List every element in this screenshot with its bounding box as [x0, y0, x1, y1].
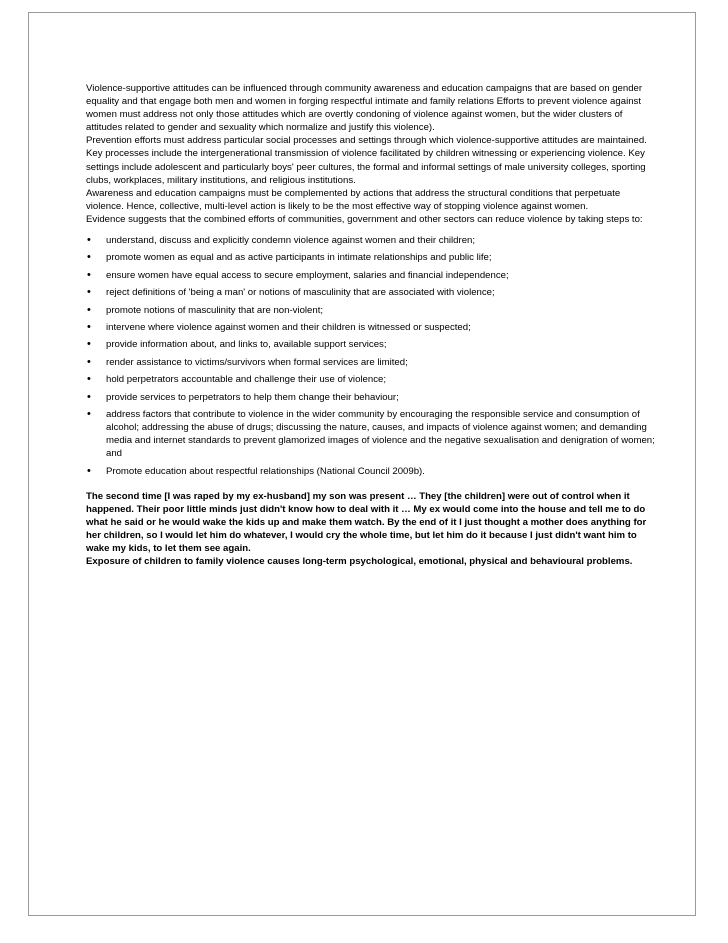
list-item — [86, 391, 658, 404]
list-item — [86, 373, 658, 386]
list-item — [86, 356, 658, 369]
intro-paragraph: Awareness and education campaigns must be complemented by actions that address the structural conditions that perpetuate violence. Hence, collective, multi-level action is likely to be the most effective way of stopping violence against women. — [86, 187, 621, 212]
testimony-quote: The second time [I was raped by my ex-husband] my son was present … They [the children] were out of control when it happened. Their poor little minds just didn't know how to deal with it … My ex would come into the house and tell me to do what he said or he would wake the kids up and make them watch. By the end of it I just thought a mother does anything for her children, so I would let him do whatever, I would cry the whole time, but let him do it because I just didn't want him to wake my kids, to let them see again. — [86, 490, 647, 555]
intro-paragraph: Violence-supportive attitudes can be influenced through community awareness and education campaigns that are based on gender equality and that engage both men and women in forging respectful intimate and family relations Efforts to prevent violence against women must address not only those attitudes which are overtly condoning of violence against women, but the wider clusters of attitudes related to gender and sexuality which normalize and justify this violence). — [86, 83, 643, 134]
list-item-text: reject definitions of 'being a man' or notions of masculinity that are associated with violence; — [106, 287, 495, 299]
list-item — [86, 321, 658, 334]
list-item-text: intervene where violence against women and their children is witnessed or suspected; — [106, 321, 471, 333]
bullet-icon: • — [87, 320, 91, 333]
list-item-text: address factors that contribute to violence in the wider community by encouraging the responsible service and consumption of alcohol; addressing the abuse of drugs; discussing the nature, causes, and impacts of violence against women; and demanding media and internet standards to prevent glamorized images of violence and the negative sexualisation and denigration of women; and — [106, 408, 655, 460]
bullet-icon: • — [87, 303, 91, 316]
bullet-icon: • — [87, 286, 91, 299]
list-item-text: hold perpetrators accountable and challenge their use of violence; — [106, 374, 387, 386]
bullet-icon: • — [87, 355, 91, 368]
document-body — [86, 82, 658, 568]
list-item-text: ensure women have equal access to secure employment, salaries and financial independence; — [106, 269, 509, 281]
list-item-text: provide services to perpetrators to help them change their behaviour; — [106, 391, 399, 403]
bullet-icon: • — [87, 464, 91, 477]
list-item — [86, 251, 658, 264]
list-item-text: promote women as equal and as active participants in intimate relationships and public life; — [106, 252, 492, 264]
list-item — [86, 286, 658, 299]
list-item — [86, 408, 658, 460]
list-item — [86, 269, 658, 282]
list-item — [86, 234, 658, 247]
testimony-block — [86, 490, 658, 569]
list-item — [86, 304, 658, 317]
bullet-icon: • — [87, 373, 91, 386]
bullet-icon: • — [87, 234, 91, 247]
bullet-icon: • — [87, 390, 91, 403]
list-item — [86, 338, 658, 351]
list-item-text: provide information about, and links to, available support services; — [106, 339, 387, 351]
list-item-text: render assistance to victims/survivors when formal services are limited; — [106, 356, 408, 368]
list-item-text: promote notions of masculinity that are non-violent; — [106, 304, 324, 316]
list-item-text: understand, discuss and explicitly condemn violence against women and their children; — [106, 235, 476, 247]
steps-list — [86, 234, 658, 478]
bullet-icon: • — [87, 268, 91, 281]
list-item-text: Promote education about respectful relationships (National Council 2009b). — [106, 465, 425, 477]
intro-paragraph: Evidence suggests that the combined efforts of communities, government and other sectors can reduce violence by taking steps to: — [86, 213, 643, 225]
intro-paragraph: Prevention efforts must address particular social processes and settings through which violence-supportive attitudes are maintained. Key processes include the intergenerational transmission of violence facilitated by children witnessing or experiencing violence. Key settings include adolescent and particularly boys' peer cultures, the formal and informal settings of male university colleges, sporting clubs, workplaces, military institutions, and religious institutions. — [86, 135, 647, 186]
list-item — [86, 465, 658, 478]
bullet-icon: • — [87, 251, 91, 264]
bullet-icon: • — [87, 338, 91, 351]
conclusion-statement: Exposure of children to family violence causes long-term psychological, emotional, physical and behavioural problems. — [86, 556, 633, 568]
bullet-icon: • — [87, 407, 91, 420]
